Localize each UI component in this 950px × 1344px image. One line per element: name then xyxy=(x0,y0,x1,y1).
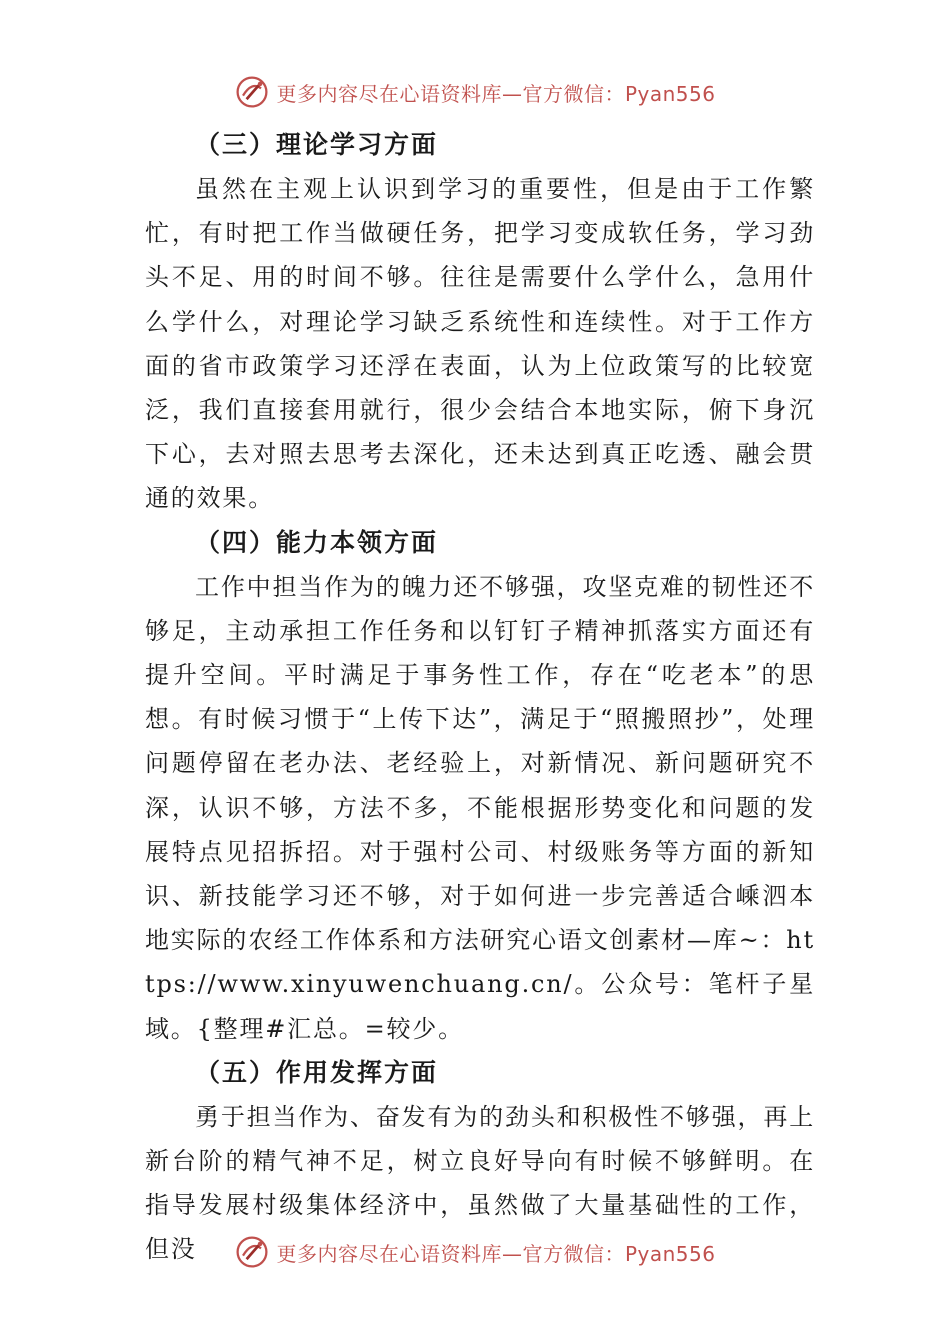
header-watermark xyxy=(0,72,950,112)
document-body xyxy=(145,123,815,1272)
section-heading: （三）理论学习方面 xyxy=(195,130,439,159)
section-paragraph: 勇于担当作为、奋发有为的劲头和积极性不够强，再上新台阶的精气神不足，树立良好导向有时候不够鲜明。在指导发展村级集体经济中，虽然做了大量基础性的工作，但没 xyxy=(145,1102,815,1264)
logo-icon xyxy=(234,74,270,110)
watermark-text: 更多内容尽在心语资料库—官方微信：Pyan556 xyxy=(276,81,716,106)
logo-icon xyxy=(234,1234,270,1270)
watermark-text: 更多内容尽在心语资料库—官方微信：Pyan556 xyxy=(276,1241,716,1266)
section-paragraph: 虽然在主观上认识到学习的重要性，但是由于工作繁忙，有时把工作当做硬任务，把学习变成软任务，学习劲头不足、用的时间不够。往往是需要什么学什么，急用什么学什么，对理论学习缺乏系统性和连续性。对于工作方面的省市政策学习还浮在表面，认为上位政策写的比较宽泛，我们直接套用就行，很少会结合本地实际，俯下身沉下心，去对照去思考去深化，还未达到真正吃透、融会贯通的效果。 xyxy=(145,175,815,513)
section-heading: （五）作用发挥方面 xyxy=(195,1057,439,1087)
section-heading: （四）能力本领方面 xyxy=(195,527,439,557)
footer-watermark xyxy=(0,1232,950,1272)
section-paragraph: 工作中担当作为的魄力还不够强，攻坚克难的韧性还不够足，主动承担工作任务和以钉钉子精神抓落实方面还有提升空间。平时满足于事务性工作，存在“吃老本”的思想。有时候习惯于“上传下达”，满足于“照搬照抄”，处理问题停留在老办法、老经验上，对新情况、新问题研究不深，认识不够，方法不多，不能根据形势变化和问题的发展特点见招拆招。对于强村公司、村级账务等方面的新知识、新技能学习还不够，对于如何进一步完善适合嵊泗本地实际的农经工作体系和方法研究心语文创素材—库~：https://www.xinyuwenchuang.cn/。公众号：笔杆子星域。{整理#汇总。=较少。 xyxy=(145,572,815,1043)
